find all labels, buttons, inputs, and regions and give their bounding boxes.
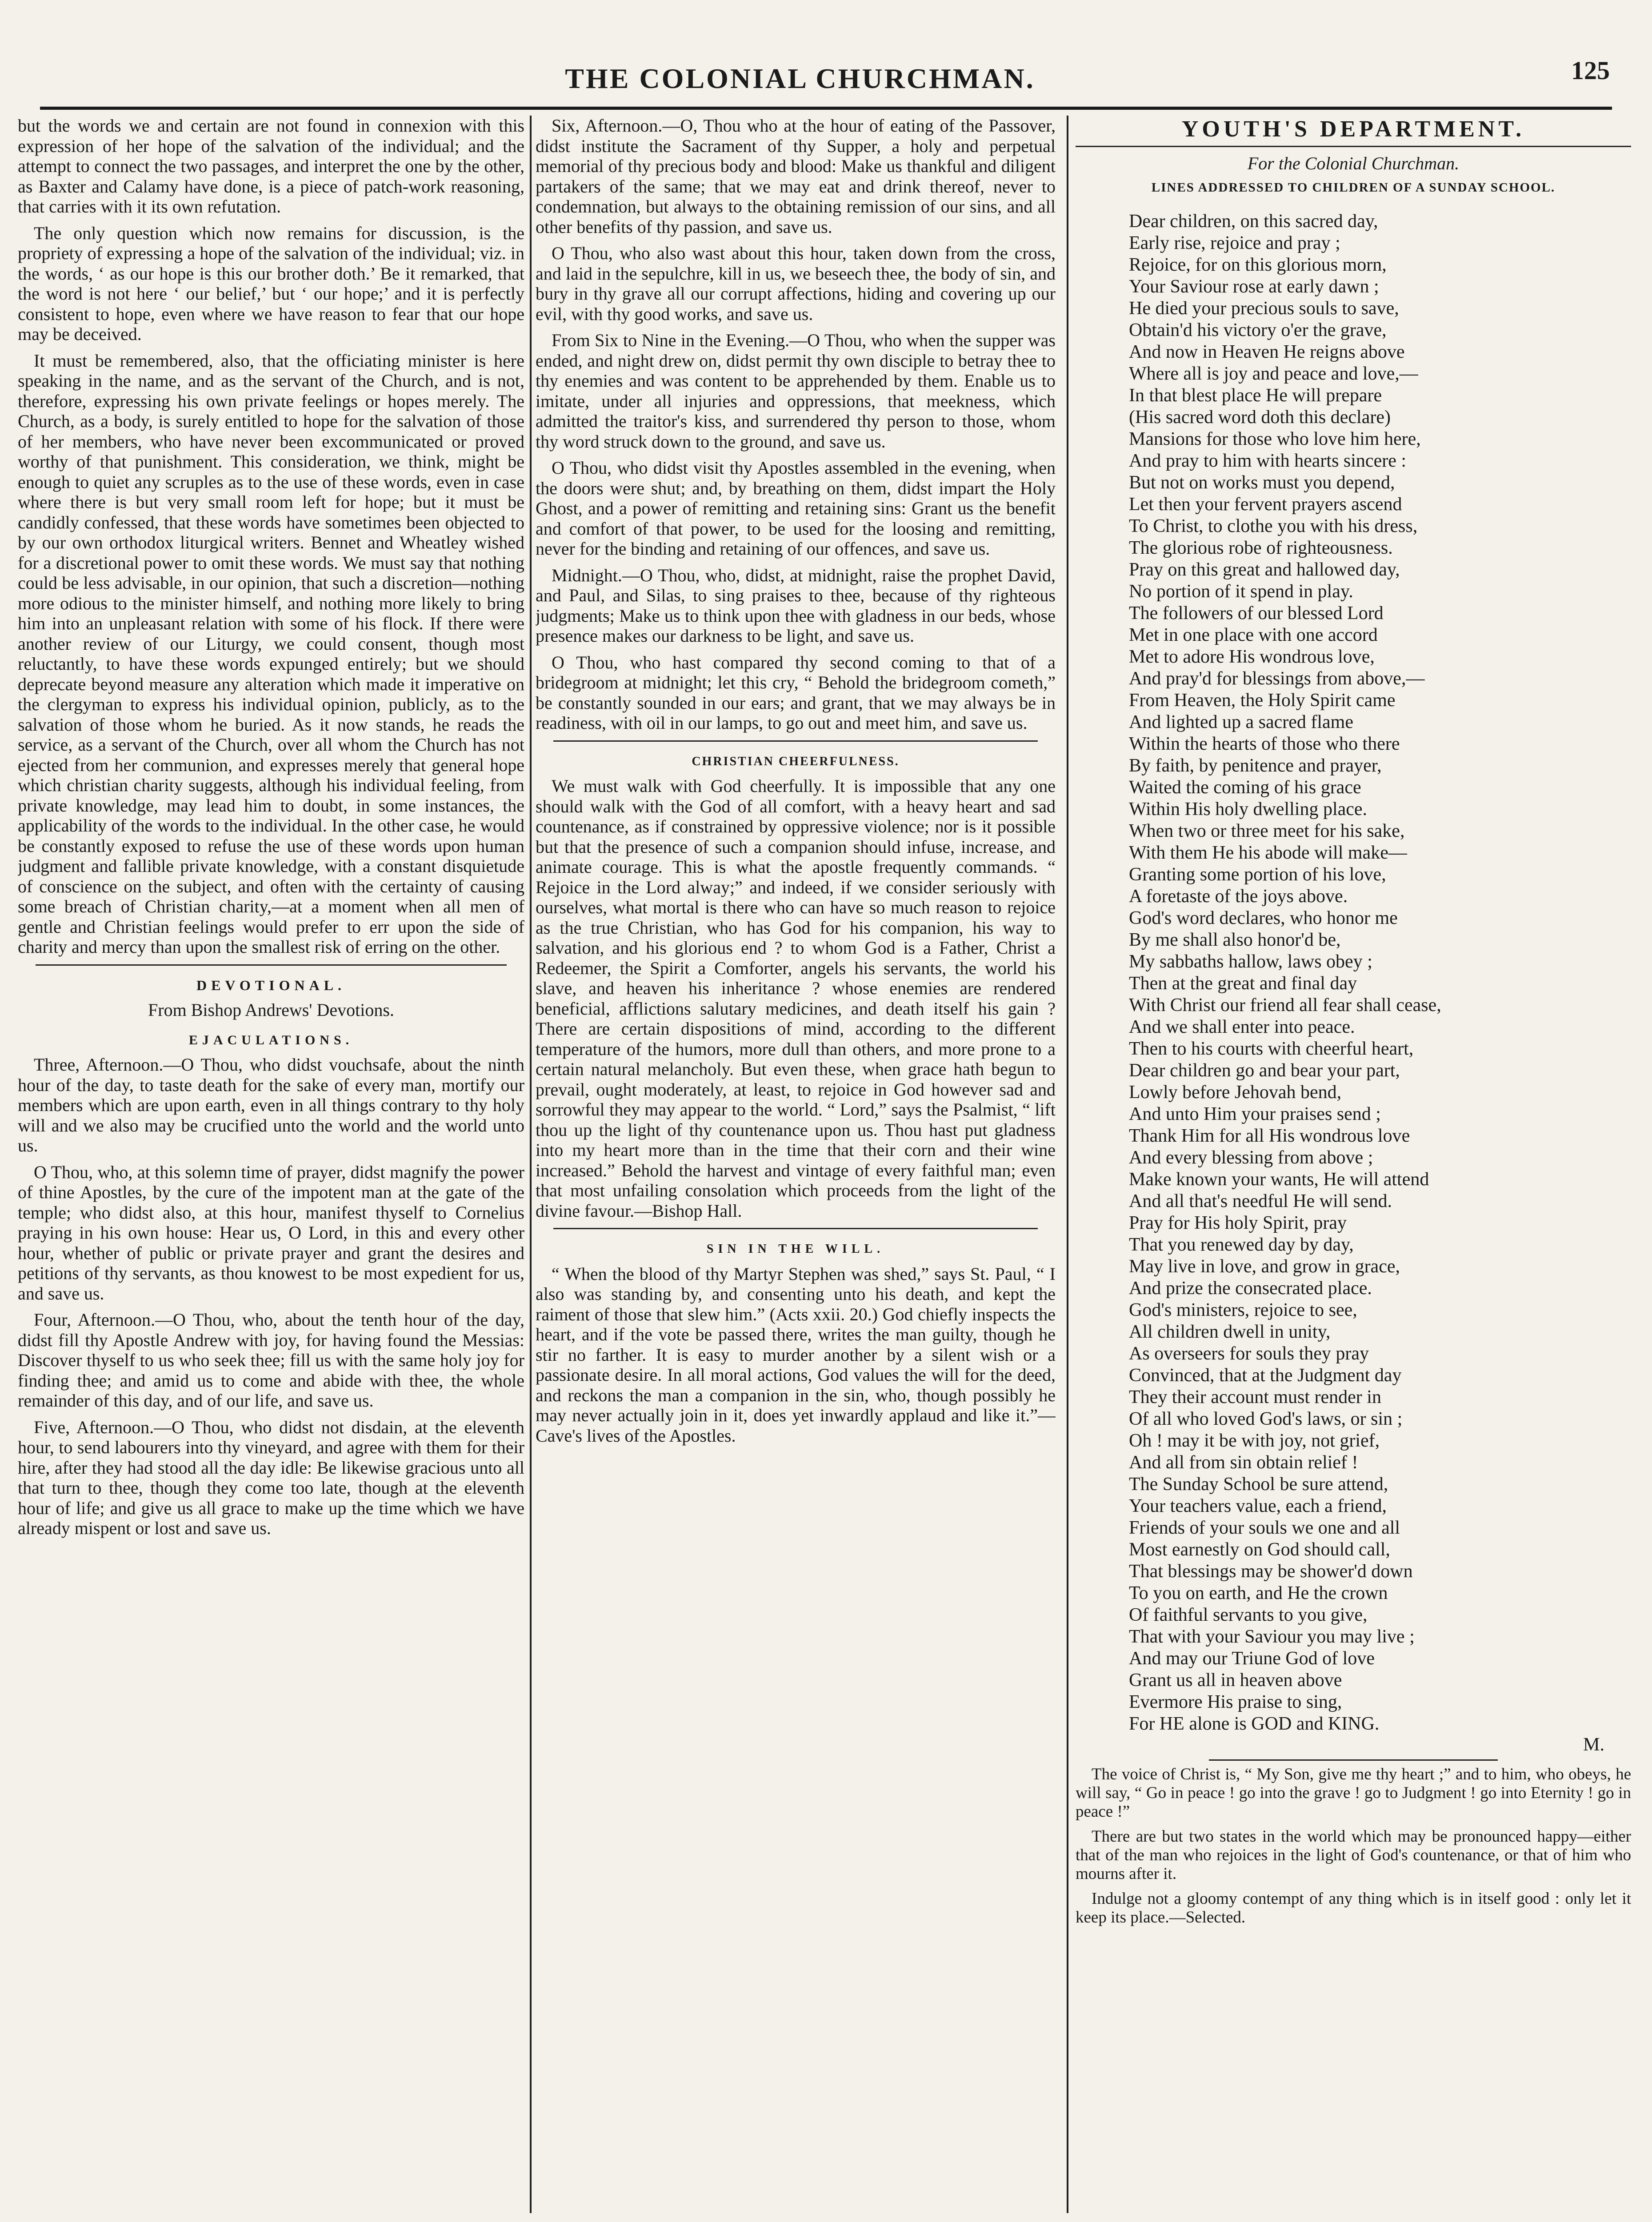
poem-line: And may our Triune God of love: [1129, 1648, 1375, 1669]
poem-line: In that blest place He will prepare: [1129, 385, 1382, 406]
poem-line: Then to his courts with cheerful heart,: [1129, 1038, 1414, 1059]
poem-line: All children dwell in unity,: [1129, 1321, 1331, 1342]
column-middle: [536, 116, 1056, 2213]
column-divider-1: [530, 116, 532, 2213]
poem-line: Pray for His holy Spirit, pray: [1129, 1212, 1347, 1233]
poem-line: And all that's needful He will send.: [1129, 1191, 1392, 1211]
poem-line: And lighted up a sacred flame: [1129, 711, 1353, 732]
poem-line: For HE alone is GOD and KING.: [1129, 1713, 1380, 1734]
poem-line: To you on earth, and He the crown: [1129, 1583, 1388, 1603]
poem-line: Make known your wants, He will attend: [1129, 1169, 1429, 1190]
devotion-paragraph: From Six to Nine in the Evening.—O Thou, who when the supper was ended, and night drew on, didst permit thy own disciple to betray thee to thy enemies and was content to be apprehended by them. Enable us to imitate, under all injuries and oppressions, that meekness, which admitted the traitor's kiss, and surrendered thy person to those, whom thy word struck down to the ground, and save us.: [536, 330, 1056, 452]
poem-line: Let then your fervent prayers ascend: [1129, 494, 1402, 515]
article-paragraph: It must be remembered, also, that the officiating minister is here speaking in the name, and as the servant of the Church, and is not, therefore, expressing his own private feelings or hopes merely. The Church, as a body, is surely entitled to hope for the salvation of those of her members, who have never been excommunicated or proved worthy of that punishment. This consideration, we think, might be enough to quiet any scruples as to the use of these words, even in case where there is but very small room left for hope; but it must be candidly confessed, that these words have sometimes been objected to by our own orthodox liturgical writers. Bennet and Wheatley wished for a discretional power to omit these words. We must say that nothing could be less advisable, in our opinion, that such a discretion—nothing more odious to the minister himself, and nothing more likely to bring him into an unpleasant relation with some of his flock. If there were another review of our Liturgy, we could consent, though most reluctantly, to have these words expunged entirely; but we should deprecate beyond measure any alteration which made it imperative on the clergyman to express his individual opinion, publicly, as to the salvation of those whom he buried. As it now stands, he reads the service, as a servant of the Church, over all whom the Church has not ejected from her communion, and expresses merely that general hope which christian charity suggests, although his individual feeling, from private knowledge, may lead him to doubt, in some instances, the applicability of the words to the individual. In the other case, he would be constantly exposed to refuse the use of these words upon human judgment and fallible private knowledge, with a constant disquietude of conscience on the subject, and often with the certainty of causing some breach of Christian charity,—at a moment when all men of gentle and Christian feelings would prefer to err upon the side of charity and mercy than upon the smallest risk of erring on the other.: [18, 350, 524, 957]
poem-line: To Christ, to clothe you with his dress,: [1129, 516, 1418, 536]
poem-line: Most earnestly on God should call,: [1129, 1539, 1390, 1560]
poem-line: When two or three meet for his sake,: [1129, 820, 1405, 841]
ejaculation-paragraph: O Thou, who, at this solemn time of prayer, didst magnify the power of thine Apostles, by the cure of the impotent man at the gate of the temple; who didst also, at this hour, manifest thyself to Cornelius praying in his own house: Hear us, O Lord, in this and every other hour, whether of public or private prayer and grant the desires and petitions of thy servants, as thou knowest to be most expedient for us, and save us.: [18, 1162, 524, 1303]
masthead: THE COLONIAL CHURCHMAN.: [565, 63, 1035, 94]
poem-line: That blessings may be shower'd down: [1129, 1561, 1413, 1582]
for-line: For the Colonial Churchman.: [1247, 153, 1460, 173]
ejaculation-paragraph: Five, Afternoon.—O Thou, who didst not disdain, at the eleventh hour, to send labourers into thy vineyard, and agree with them for their hire, after they had stood all the day idle: Be likewise gracious unto all that turn to thee, though they come too late, though at the eleventh hour of life; and give us all grace to make up the time which we have already mispent or lost and save us.: [18, 1417, 524, 1538]
poem-line: And pray'd for blessings from above,—: [1129, 668, 1425, 689]
devotional-source: From Bishop Andrews' Devotions.: [148, 1000, 394, 1020]
poem-line: Obtain'd his victory o'er the grave,: [1129, 320, 1387, 340]
poem-line: Friends of your souls we one and all: [1129, 1517, 1400, 1538]
poem-line: With them He his abode will make—: [1129, 842, 1407, 863]
poem-line: Grant us all in heaven above: [1129, 1670, 1342, 1690]
poem-line: And pray to him with hearts sincere :: [1129, 450, 1407, 471]
devotional-heading: DEVOTIONAL.: [196, 977, 346, 993]
poem-line: Granting some portion of his love,: [1129, 864, 1386, 885]
poem-line: Dear children, on this sacred day,: [1129, 211, 1378, 232]
poem-line: May live in love, and grow in grace,: [1129, 1256, 1400, 1277]
page-number: 125: [1571, 56, 1610, 85]
column-right: [1076, 116, 1631, 2213]
article-paragraph: but the words we and certain are not found in connexion with this expression of her hope of the salvation of the individual; and the attempt to connect the two passages, and interpret the one by the other, as Baxter and Calamy have done, is a piece of patch-work reasoning, that carries with it its own refutation.: [18, 116, 524, 216]
poem-line: Mansions for those who love him here,: [1129, 428, 1421, 449]
poem-line: Waited the coming of his grace: [1129, 777, 1361, 798]
poem-line: Met in one place with one accord: [1129, 624, 1378, 645]
poem-signature: M.: [1583, 1734, 1604, 1755]
poem-line: The Sunday School be sure attend,: [1129, 1474, 1388, 1495]
poem-line: The followers of our blessed Lord: [1129, 603, 1384, 623]
poem-line: As overseers for souls they pray: [1129, 1343, 1369, 1364]
poem-line: That with your Saviour you may live ;: [1129, 1626, 1415, 1647]
poem-line: Within His holy dwelling place.: [1129, 799, 1368, 819]
poem-line: Of all who loved God's laws, or sin ;: [1129, 1408, 1403, 1429]
poem-line: But not on works must you depend,: [1129, 472, 1395, 493]
poem-line: And every blessing from above ;: [1129, 1147, 1373, 1168]
poem-line: Evermore His praise to sing,: [1129, 1691, 1342, 1712]
poem-line: Rejoice, for on this glorious morn,: [1129, 254, 1387, 275]
poem-line: (His sacred word doth this declare): [1129, 407, 1391, 428]
poem-line: My sabbaths hallow, laws obey ;: [1129, 951, 1372, 972]
section-rule: [36, 964, 507, 966]
poem-line: The glorious robe of righteousness.: [1129, 537, 1393, 558]
sin-heading: SIN IN THE WILL.: [706, 1242, 885, 1256]
poem-line: Dear children go and bear your part,: [1129, 1060, 1400, 1081]
poem-line: And unto Him your praises send ;: [1129, 1103, 1381, 1124]
section-rule: [553, 740, 1038, 742]
poem-line: By me shall also honor'd be,: [1129, 929, 1341, 950]
devotion-paragraph: Six, Afternoon.—O, Thou who at the hour of eating of the Passover, didst institute the Sacrament of thy Supper, a holy and perpetual memorial of thy precious body and blood: Make us thankful and diligent partakers of the same; that we may eat and drink thereof, never to condemnation, but always to the obtaining remission of our sins, and all other benefits of thy passion, and save us.: [536, 116, 1056, 237]
poem-line: Early rise, rejoice and pray ;: [1129, 232, 1340, 253]
page-header: [0, 0, 1652, 111]
ejaculations-heading: EJACULATIONS.: [188, 1032, 354, 1047]
poem-line: And all from sin obtain relief !: [1129, 1452, 1358, 1473]
poem-line: And now in Heaven He reigns above: [1129, 341, 1405, 362]
poem-line: That you renewed day by day,: [1129, 1234, 1354, 1255]
section-rule: [1209, 1759, 1498, 1761]
poem-line: Thank Him for all His wondrous love: [1129, 1125, 1410, 1146]
poem-line: Your Saviour rose at early dawn ;: [1129, 276, 1379, 297]
devotion-paragraph: O Thou, who also wast about this hour, taken down from the cross, and laid in the sepulchre, kill in us, we beseech thee, the body of sin, and bury in thy grave all our corrupt affections, hiding and covering up our evil, with thy good works, and save us.: [536, 243, 1056, 324]
cheerfulness-paragraph: We must walk with God cheerfully. It is impossible that any one should walk with the God of all comfort, with a heavy heart and sad countenance, as if constrained by oppressive violence; nor is it possible but that the presence of such a companion should infuse, increase, and animate courage. This is what the apostle frequently commands. “ Rejoice in the Lord alway;” and indeed, if we consider seriously with ourselves, what mortal is there who can have so much reason to rejoice as the true Christian, who has God for his companion, his way to salvation, and his glorious end ? to whom God is a Father, Christ a Redeemer, the Spirit a Comforter, angels his servants, the world his slave, and heaven his inheritance ? whose enemies are rendered beneficial, afflictions salutary medicines, and death itself his gain ? There are certain dispositions of mind, according to the different temperature of the humors, more dull than others, and more prone to a certain natural melancholy. But even these, when grace hath begun to prevail, ought moderately, at least, to rejoice in God however sad and sorrowful they may appear to the world. “ Lord,” says the Psalmist, “ lift thou up the light of thy countenance upon us. Thou hast put gladness into my heart more than in the time that their corn and their wine increased.” Behold the harvest and vintage of every faithful man; even that most unfailing consolation which proceeds from the light of the divine favour.—Bishop Hall.: [536, 776, 1056, 1221]
poem-line: By faith, by penitence and prayer,: [1129, 755, 1382, 776]
quote-paragraph: The voice of Christ is, “ My Son, give me thy heart ;” and to him, who obeys, he will say, “ Go in peace ! go into the grave ! go to Judgment ! go into Eternity ! go in peace !”: [1076, 1765, 1631, 1821]
poem-line: Where all is joy and peace and love,—: [1129, 363, 1418, 384]
cheerfulness-heading: CHRISTIAN CHEERFULNESS.: [692, 754, 900, 768]
poem-line: God's word declares, who honor me: [1129, 907, 1398, 928]
poem-line: And prize the consecrated place.: [1129, 1278, 1372, 1299]
poem-line: Lowly before Jehovah bend,: [1129, 1082, 1342, 1103]
devotion-paragraph: O Thou, who didst visit thy Apostles assembled in the evening, when the doors were shut; and, by breathing on them, didst impart the Holy Ghost, and a power of remitting and retaining sins: Grant us the benefit and comfort of that power, to be used for the loosing and remitting, never for the binding and retaining of our offences, and save us.: [536, 458, 1056, 559]
section-rule: [1076, 146, 1631, 147]
ejaculation-paragraph: Four, Afternoon.—O Thou, who, about the tenth hour of the day, didst fill thy Apostle Andrew with joy, for having found the Messias: Discover thyself to us who seek thee; fill us with the same holy joy for finding thee; and amid us to come and abide with thee, the whole remainder of this day, and of our life, and save us.: [18, 1310, 524, 1411]
poem-line: Then at the great and final day: [1129, 973, 1357, 994]
quote-paragraph: Indulge not a gloomy contempt of any thing which is in itself good : only let it keep its place.—Selected.: [1076, 1890, 1631, 1926]
poem-line: Within the hearts of those who there: [1129, 733, 1400, 754]
poem-line: God's ministers, rejoice to see,: [1129, 1299, 1357, 1320]
devotion-paragraph: O Thou, who hast compared thy second coming to that of a bridegroom at midnight; let this cry, “ Behold the bridegroom cometh,” be constantly sounded in our ears; and grant, that we may always be in readiness, with oil in our lamps, to go out and meet him, and save us.: [536, 652, 1056, 733]
header-rule: [40, 107, 1612, 110]
column-divider-2: [1067, 116, 1068, 2213]
poem-line: From Heaven, the Holy Spirit came: [1129, 690, 1396, 711]
quote-paragraph: There are but two states in the world which may be pronounced happy—either that of the man who rejoices in the light of God's countenance, or that of him who mourns after it.: [1076, 1827, 1631, 1883]
article-paragraph: The only question which now remains for discussion, is the propriety of expressing a hope of the salvation of the individual; viz. in the words, ‘ as our hope is this our brother doth.’ Be it remarked, that the word is not here ‘ our belief,’ but ‘ our hope;’ and it is perfectly consistent to hope, even where we have reason to fear that our hope may be deceived.: [18, 223, 524, 344]
poem-title: LINES ADDRESSED TO CHILDREN OF A SUNDAY SCHOOL.: [1151, 180, 1556, 195]
poem-line: Convinced, that at the Judgment day: [1129, 1365, 1402, 1386]
poem-line: They their account must render in: [1129, 1387, 1381, 1407]
poem-line: With Christ our friend all fear shall cease,: [1129, 995, 1441, 1015]
poem: [1076, 211, 1631, 1735]
poem-line: Your teachers value, each a friend,: [1129, 1495, 1387, 1516]
poem-line: Oh ! may it be with joy, not grief,: [1129, 1430, 1380, 1451]
youth-department-heading: YOUTH'S DEPARTMENT.: [1181, 116, 1525, 142]
devotion-paragraph: Midnight.—O Thou, who, didst, at midnight, raise the prophet David, and Paul, and Silas, to sing praises to thee, because of thy righteous judgments; Make us to think upon thee with gladness in our beds, whose presence makes our darkness to be light, and save us.: [536, 565, 1056, 646]
ejaculation-paragraph: Three, Afternoon.—O Thou, who didst vouchsafe, about the ninth hour of the day, to taste death for the sake of every man, mortify our members which are upon earth, even in all things contrary to thy holy will and we also may be crucified unto the world and the world unto us.: [18, 1055, 524, 1155]
poem-line: No portion of it spend in play.: [1129, 581, 1353, 602]
sin-paragraph: “ When the blood of thy Martyr Stephen was shed,” says St. Paul, “ I also was standing by, and consenting unto his death, and kept the raiment of those that slew him.” (Acts xxii. 20.) God chiefly inspects the heart, and if the vote be passed there, writes the man guilty, though he stir no farther. It is easy to murder another by a silent wish or a passionate desire. In all moral actions, God values the will for the deed, and reckons the man a companion in the sin, who, though possibly he may never actually join in it, does yet inwardly applaud and like it.”—Cave's lives of the Apostles.: [536, 1263, 1056, 1446]
poem-line: Of faithful servants to you give,: [1129, 1604, 1368, 1625]
poem-line: Met to adore His wondrous love,: [1129, 646, 1375, 667]
poem-line: He died your precious souls to save,: [1129, 298, 1399, 319]
poem-line: Pray on this great and hallowed day,: [1129, 559, 1400, 580]
poem-line: A foretaste of the joys above.: [1129, 886, 1348, 907]
poem-line: And we shall enter into peace.: [1129, 1016, 1355, 1037]
section-rule: [553, 1228, 1038, 1229]
column-left: [18, 116, 524, 2213]
